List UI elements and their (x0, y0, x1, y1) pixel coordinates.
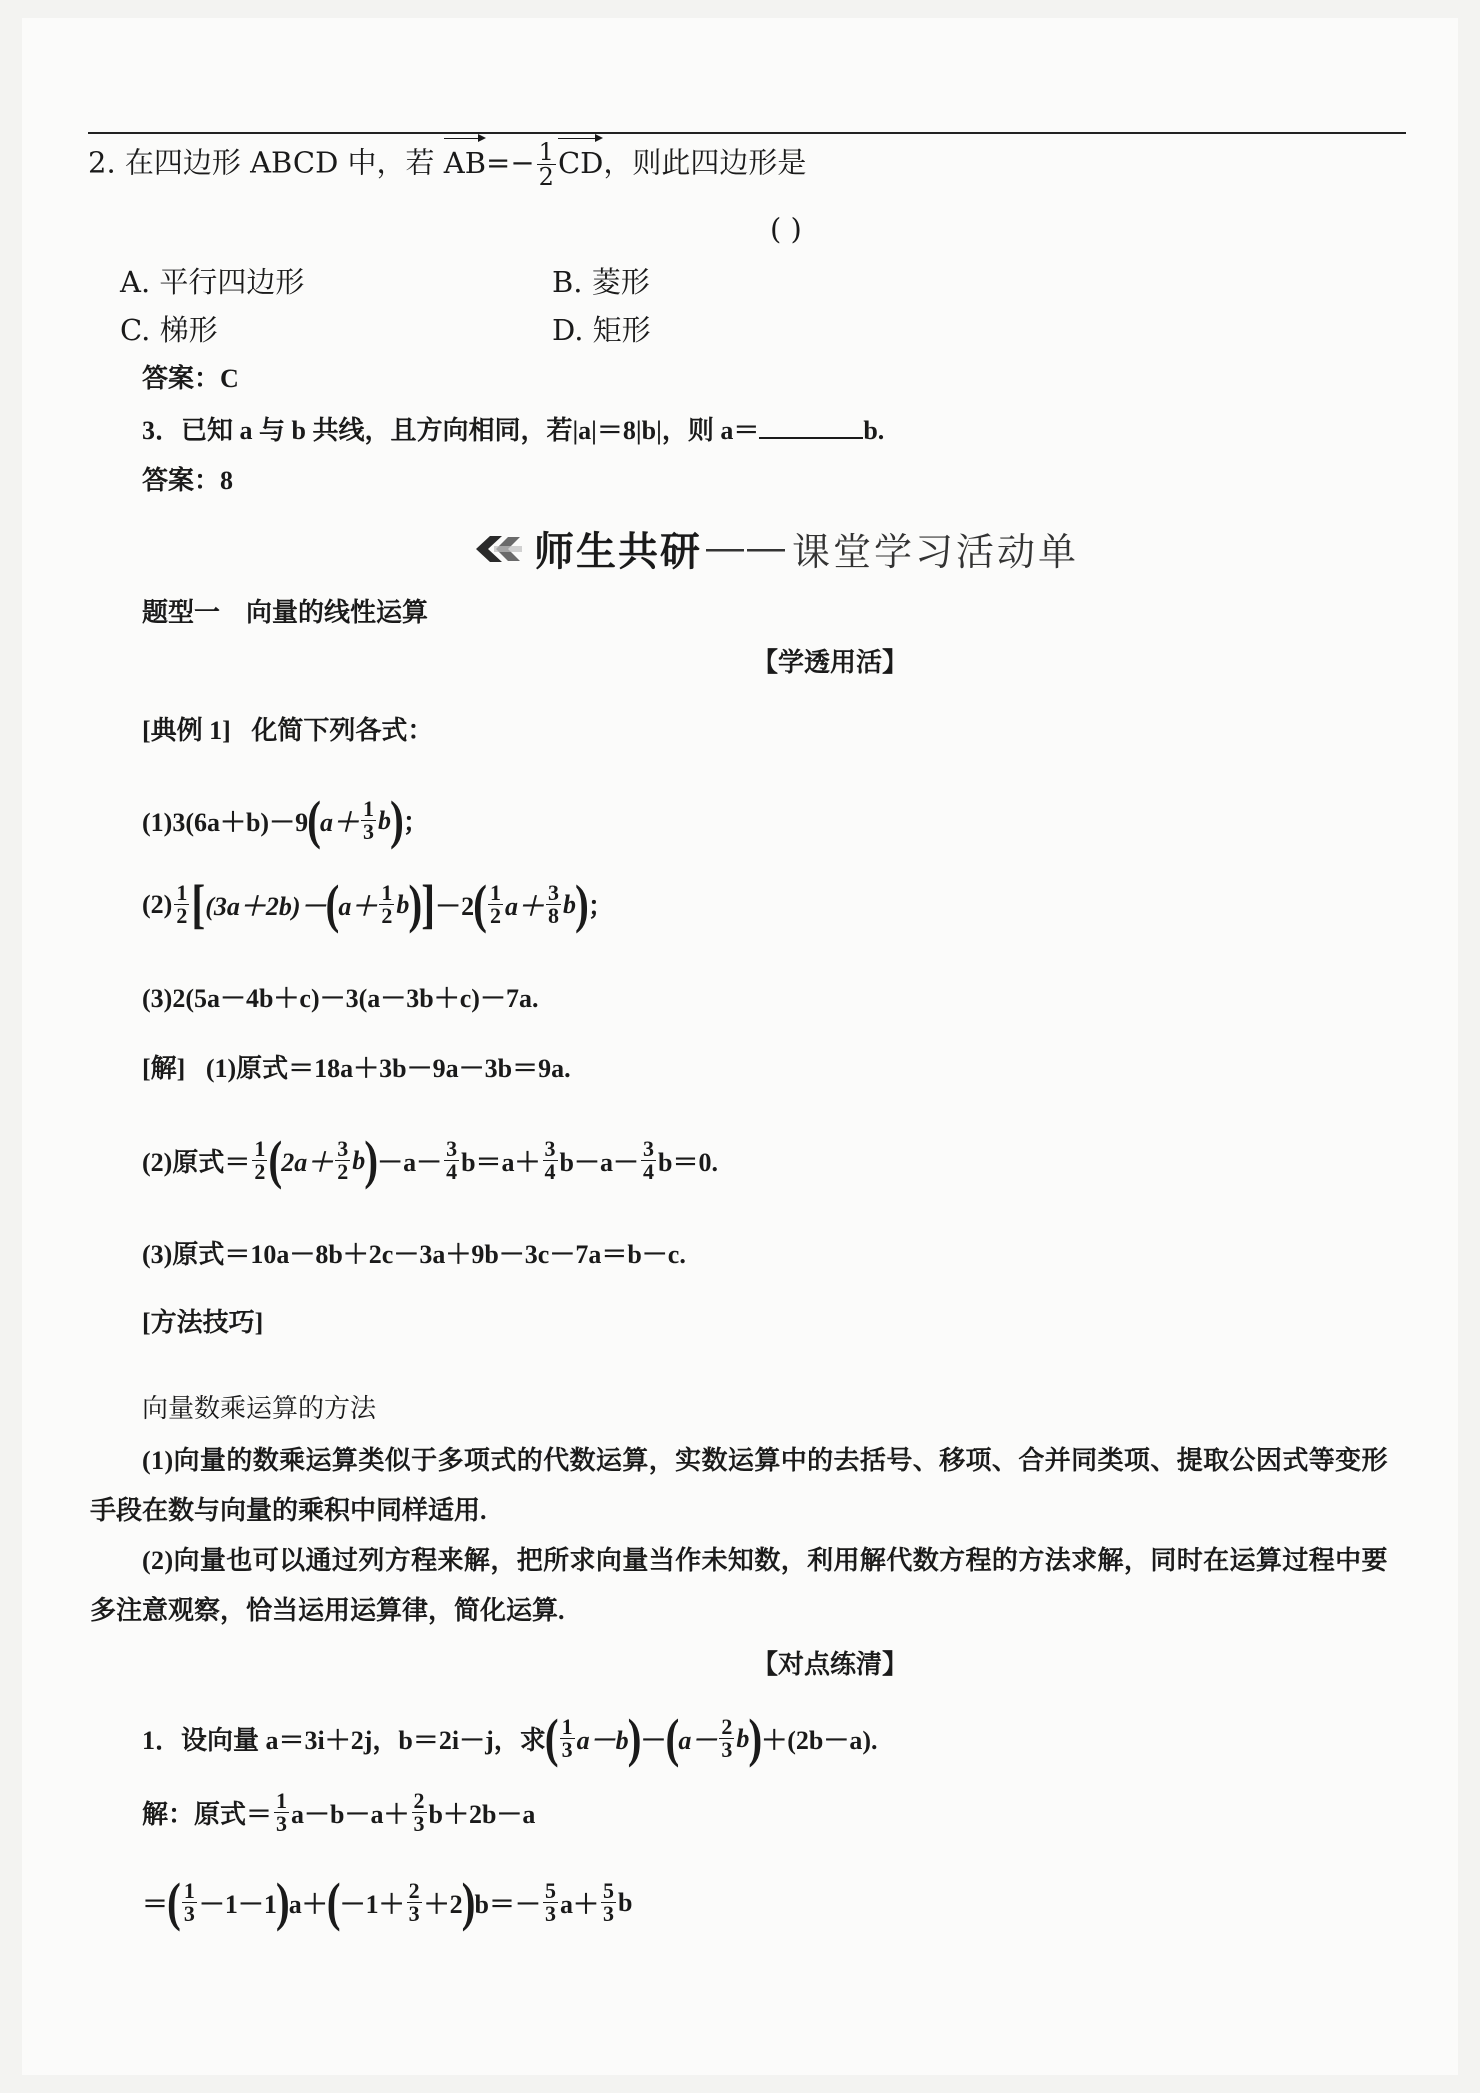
sol2-m1: －a－ (377, 1148, 443, 1177)
frac-num: 3 (446, 1136, 458, 1161)
paren-open: ( (665, 1707, 680, 1768)
solution-line-2 (142, 1129, 718, 1190)
practice-l2h: b (618, 1887, 633, 1917)
frac-num: 3 (544, 1136, 556, 1161)
example-item-2 (142, 873, 614, 934)
frac-num: 1 (381, 880, 393, 905)
paren-close: ) (748, 1707, 763, 1768)
method-paragraph-2b: 多注意观察，恰当运用运算律，简化运算. (90, 1596, 565, 1625)
q3-stem (142, 410, 884, 447)
frac-den: 2 (337, 1159, 349, 1184)
item2-a: a＋ (338, 892, 378, 921)
q2-prefix: 2. 在四边形 ABCD 中，若 (88, 145, 435, 180)
example-label: [典例 1] (142, 716, 231, 745)
practice-l2a: ＝ (142, 1890, 169, 1919)
sol2-frac4 (543, 1138, 558, 1183)
practice-p1: a－b (576, 1726, 629, 1755)
practice-l2-frac4 (601, 1880, 616, 1925)
practice-minus: － (640, 1726, 667, 1755)
item1-b: b (377, 805, 391, 835)
frac-den: 2 (538, 163, 554, 191)
method-paragraph-1b: 手段在数与向量的乘积中同样适用. (90, 1496, 487, 1525)
sol2-frac5 (641, 1138, 656, 1183)
solution-label: [解] (142, 1054, 186, 1083)
option-c: C. 梯形 (120, 313, 218, 347)
practice-frac1 (560, 1716, 575, 1761)
item2-frac2 (488, 882, 503, 927)
banner-title: 师生共研 (534, 530, 702, 574)
paren-open: ( (473, 873, 487, 934)
section-banner (472, 520, 1079, 577)
frac-num: 3 (643, 1136, 655, 1161)
option-b: B. 菱形 (552, 265, 650, 299)
practice-p2a: a－ (678, 1726, 718, 1755)
solution-line-1 (142, 1048, 571, 1085)
sol2-lead: (2)原式＝ (142, 1148, 251, 1177)
q2-answer: 答案：C (142, 364, 239, 393)
frac-num: 3 (548, 880, 559, 905)
item1-frac (361, 798, 376, 843)
sol2-m2: b＝a＋ (461, 1148, 541, 1177)
solution-1: (1)原式＝18a＋3b－9a－3b＝9a. (205, 1054, 571, 1083)
practice-l2f: b＝－ (474, 1890, 541, 1919)
item2-frac0 (174, 882, 189, 927)
paren-open: ( (325, 873, 340, 934)
example-item-1 (142, 789, 429, 850)
frac-num: 1 (538, 138, 554, 166)
item2-lead: (2) (142, 889, 173, 919)
method-label: [方法技巧] (142, 1308, 264, 1337)
q2-answer-paren: ( ) (770, 212, 802, 246)
frac-num: 1 (489, 880, 501, 905)
practice-sol-s1: a－b－a＋ (291, 1800, 410, 1829)
frac-den: 3 (362, 819, 374, 844)
paren-open: ( (268, 1129, 283, 1190)
frac-den: 3 (544, 1901, 556, 1926)
frac-den: 4 (643, 1159, 655, 1184)
frac-num: 1 (254, 1136, 266, 1161)
sol2-frac1 (252, 1138, 267, 1183)
practice-tail: ＋(2b－a). (761, 1726, 878, 1755)
frac-den: 3 (183, 1901, 195, 1926)
frac-den: 8 (548, 903, 559, 928)
frac-num: 3 (337, 1136, 349, 1161)
example-heading (142, 710, 433, 747)
paren-open: ( (544, 1707, 559, 1768)
item2-b: b (396, 889, 410, 919)
solution-line-3: (3)原式＝10a－8b＋2c－3a＋9b－3c－7a＝b－c. (142, 1240, 686, 1269)
frac-num: 1 (183, 1878, 195, 1903)
practice-l2e: ＋2 (423, 1890, 463, 1919)
method-title: 向量数乘运算的方法 (142, 1394, 377, 1424)
practice-l2d2: －1＋ (339, 1890, 405, 1919)
practice-frac2 (719, 1716, 734, 1761)
practice-l2-frac1 (182, 1880, 197, 1925)
sol2-in2: b (352, 1145, 366, 1175)
practice-l2g: a＋ (559, 1890, 599, 1919)
frac-den: 3 (276, 1811, 288, 1836)
sol2-m3: b－a－ (559, 1148, 640, 1177)
item2-frac1 (379, 882, 394, 927)
q3-answer: 答案：8 (142, 466, 234, 495)
practice-sol-a: 原式＝ (194, 1800, 273, 1829)
practice-solution-1 (142, 1790, 535, 1835)
q2-eq: =− (486, 145, 535, 180)
page-sheet (22, 18, 1458, 2075)
vector-cd: CD (557, 145, 604, 180)
frac-den: 4 (544, 1159, 556, 1184)
paren-close: ) (275, 1871, 290, 1932)
subsection-duidian: 【对点练清】 (751, 1650, 908, 1679)
method-paragraph-1: (1)向量的数乘运算类似于多项式的代数运算，实数运算中的去括号、移项、合并同类项、提取公因式等变形 (142, 1446, 1388, 1475)
frac-den: 3 (603, 1901, 614, 1926)
practice-solution-2 (142, 1871, 633, 1932)
item2-mid2: －2 (435, 892, 475, 921)
q2-suffix: ，则此四边形是 (603, 145, 807, 180)
practice-question (142, 1707, 878, 1768)
banner-logo-icon (472, 532, 526, 566)
practice-lead: 1．设向量 a＝3i＋2j，b＝2i－j，求 (142, 1726, 546, 1755)
practice-sol-label: 解： (142, 1800, 195, 1829)
practice-p2b: b (736, 1723, 750, 1753)
practice-l2c: a＋ (288, 1890, 328, 1919)
frac-num: 5 (603, 1878, 614, 1903)
frac-den: 4 (446, 1159, 458, 1184)
frac-num: 1 (561, 1714, 573, 1739)
frac-den: 3 (561, 1737, 573, 1762)
frac-den: 3 (408, 1901, 420, 1926)
vector-ab: AB (443, 145, 487, 180)
frac-num: 1 (362, 796, 374, 821)
sol2-frac3 (444, 1138, 459, 1183)
section-heading: 题型一 向量的线性运算 (142, 598, 429, 627)
practice-l2-frac2 (407, 1880, 422, 1925)
q2-fraction (537, 140, 556, 189)
sol2-in1: 2a＋ (281, 1148, 334, 1177)
frac-den: 2 (489, 903, 501, 928)
frac-den: 3 (413, 1811, 425, 1836)
item2-tail: ； (587, 892, 614, 921)
frac-num: 1 (276, 1788, 288, 1813)
bracket-open: [ (191, 873, 206, 934)
paren-close: ) (575, 873, 589, 934)
paren-close: ) (389, 789, 404, 850)
paren-close: ) (461, 1871, 476, 1932)
top-rule (88, 132, 1406, 134)
frac-num: 2 (721, 1714, 733, 1739)
paren-close: ) (364, 1129, 379, 1190)
paren-open: ( (307, 789, 321, 850)
frac-num: 2 (413, 1788, 425, 1813)
paren-open: ( (167, 1871, 181, 1932)
practice-l2b: －1－1 (198, 1890, 277, 1919)
example-item-3: (3)2(5a－4b＋c)－3(a－3b＋c)－7a. (142, 984, 539, 1013)
item2-a2: a＋ (504, 892, 544, 921)
item1-lead: (1)3(6a＋b)－9 (142, 808, 309, 837)
item2-mid: (3a＋2b)－ (205, 892, 327, 921)
practice-l2-frac3 (543, 1880, 558, 1925)
item1-a: a＋ (319, 808, 359, 837)
frac-den: 2 (381, 903, 393, 928)
paren-close: ) (627, 1707, 642, 1768)
sol2-m4: b＝0. (658, 1148, 718, 1177)
frac-den: 2 (176, 903, 188, 928)
q2-stem (88, 140, 806, 189)
q3-text-after: b. (863, 416, 885, 445)
item2-frac3 (546, 882, 561, 927)
answer-blank (759, 415, 863, 439)
frac-num: 5 (544, 1878, 556, 1903)
item2-b2: b (563, 889, 576, 919)
subsection-xuetou: 【学透用活】 (751, 648, 908, 677)
option-a: A. 平行四边形 (120, 265, 305, 299)
banner-dash: —— (706, 527, 788, 569)
paren-close: ) (408, 873, 423, 934)
practice-sol-frac1 (274, 1790, 289, 1835)
example-text: 化简下列各式： (251, 716, 434, 745)
bracket-close: ] (421, 873, 436, 934)
sol2-frac2 (335, 1138, 350, 1183)
frac-den: 3 (721, 1737, 733, 1762)
frac-num: 1 (176, 880, 188, 905)
paren-open: ( (326, 1871, 341, 1932)
item1-tail: ； (402, 808, 429, 837)
method-paragraph-2: (2)向量也可以通过列方程来解，把所求向量当作未知数，利用解代数方程的方法求解，同时在运算过程中要 (142, 1546, 1388, 1575)
banner-subtitle: 课堂学习活动单 (792, 532, 1080, 574)
practice-sol-frac2 (412, 1790, 427, 1835)
frac-den: 2 (254, 1159, 266, 1184)
frac-num: 2 (408, 1878, 420, 1903)
q3-text-before: 3．已知 a 与 b 共线，且方向相同，若|a|＝8|b|，则 a＝ (142, 416, 760, 445)
practice-sol-s2: b＋2b－a (428, 1800, 536, 1829)
option-d: D. 矩形 (552, 313, 651, 347)
